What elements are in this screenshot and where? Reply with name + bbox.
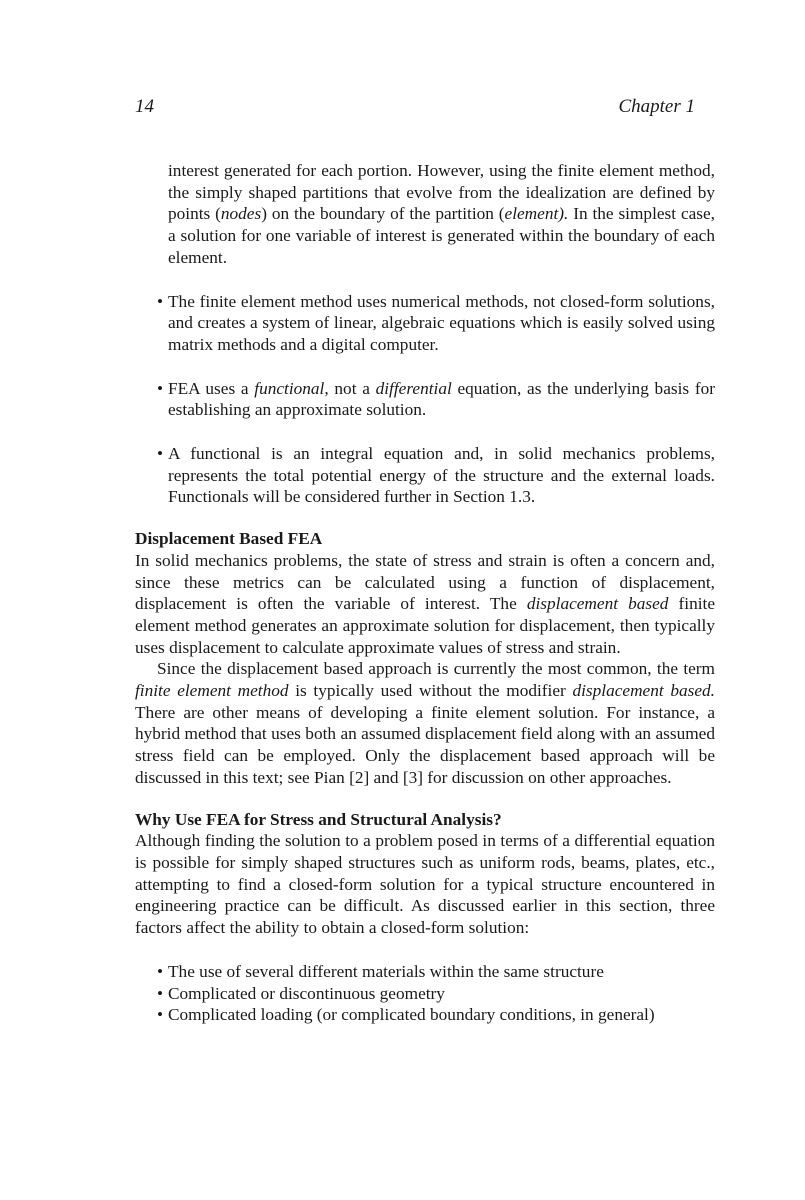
continuation-paragraph: interest generated for each portion. However, using the finite element method, the simply shaped partitions that evolve from the idealization are defined by points (nodes) on the boundary of the partition (element). In the simplest case, a solution for one variable of interest is generated within the boundary of each element. [168,161,715,267]
bullet-dot: • [157,983,164,1003]
page-body [135,160,715,1026]
bullet-functional: • FEA uses a functional, not a differential equation, as the underlying basis for establishing an approximate solution. [157,378,715,420]
bullet-integral-equation: • A functional is an integral equation and, in solid mechanics problems, represents the total potential energy of the structure and the external loads. Functionals will be considered further in Section 1.3. [157,444,715,507]
section-heading-displacement: Displacement Based FEA [135,529,323,549]
bullet-dot: • [157,291,164,311]
why-fea-paragraph: Although finding the solution to a problem posed in terms of a differential equation is possible for simply shaped structures such as uniform rods, beams, plates, etc., attempting to find a closed-form solution for a typical structure encountered in engineering practice can be difficult. As discussed earlier in this section, three factors affect the ability to obtain a closed-form solution: [135,831,715,938]
displacement-paragraph-2: Since the displacement based approach is currently the most common, the term finite element method is typically used without the modifier displacement based. There are other means of developing a finite element solution. For instance, a hybrid method that uses both an assumed displacement field along with an assumed stress field can be employed. Only the displacement based approach will be discussed in this text; see Pian [2] and [3] for discussion on other approaches. [135,659,715,787]
list-item: • The use of several different materials within the same structure [157,961,604,981]
running-head [135,96,695,122]
bullet-dot: • [157,1005,164,1025]
displacement-paragraph-1: In solid mechanics problems, the state of stress and strain is often a concern and, since these metrics can be calculated using a function of displacement, displacement is often the variable of interest. The displacement based finite element method generates an approximate solution for displacement, then typically uses displacement to calculate approximate values of stress and strain. [135,550,715,657]
element-term: element). [504,204,569,224]
bullet-dot: • [157,961,164,981]
bullet-numerical-methods: • The finite element method uses numerical methods, not closed-form solutions, and creates a system of linear, algebraic equations which is easily solved using matrix methods and a digital computer. [157,291,715,354]
factor-list [135,961,715,1026]
bullet-dot: • [157,378,164,398]
section-heading-why-fea: Why Use FEA for Stress and Structural Analysis? [135,809,502,829]
list-item: • Complicated or discontinuous geometry [157,983,445,1003]
page-number: 14 [135,96,154,117]
chapter-title: Chapter 1 [618,96,695,117]
nodes-term: nodes [220,204,262,224]
list-item: • Complicated loading (or complicated boundary conditions, in general) [157,1005,655,1025]
bullet-dot: • [157,444,164,464]
